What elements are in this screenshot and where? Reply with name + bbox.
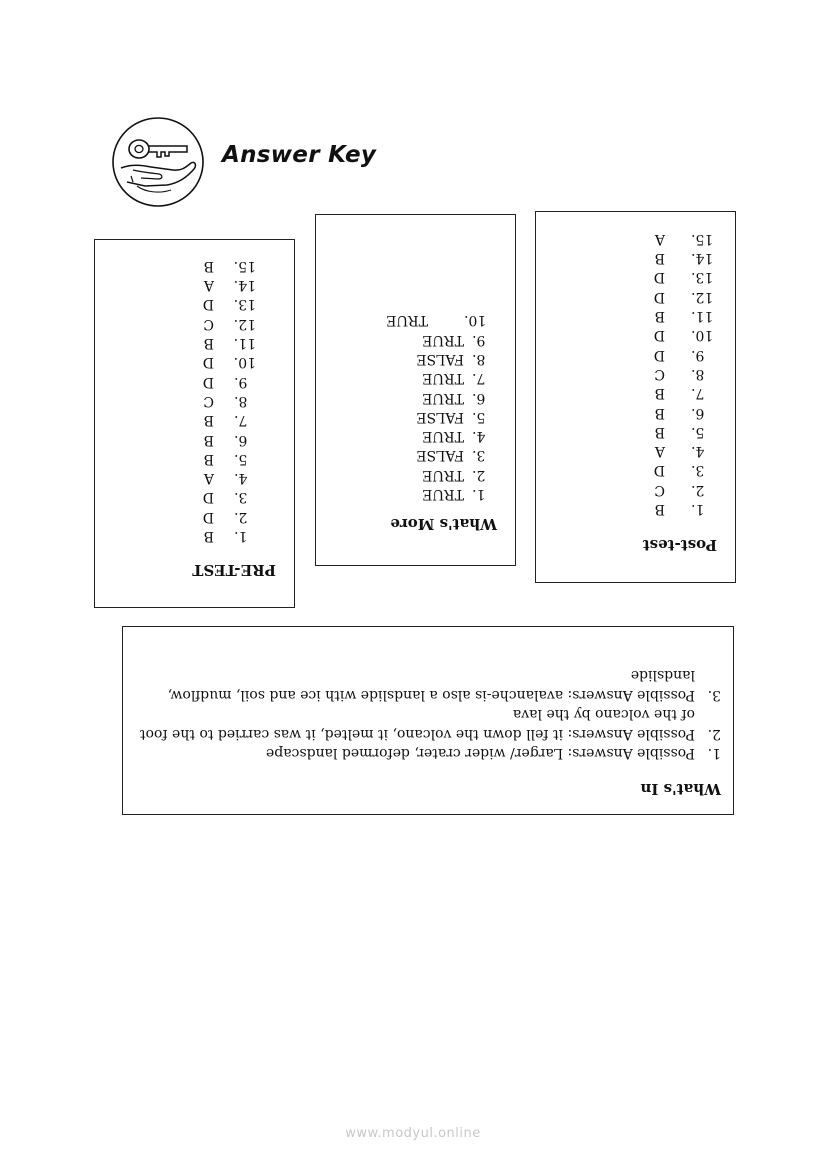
item-number: 2.	[472, 466, 486, 483]
answer-item	[203, 410, 256, 429]
item-number: 3.	[234, 489, 248, 506]
answer-item	[203, 468, 256, 487]
item-answer: D	[653, 269, 665, 286]
item-answer: TRUE	[422, 389, 464, 406]
item-number: 2.	[234, 508, 248, 525]
item-number: 9.	[234, 373, 248, 390]
item-number: 2.	[691, 481, 705, 498]
item-number: 12.	[233, 315, 256, 332]
item-number: 1.	[707, 745, 721, 761]
item-answer: A	[203, 470, 214, 487]
answer-item	[386, 445, 492, 464]
answer-item	[654, 364, 717, 383]
answer-item	[386, 426, 492, 445]
page-title: Answer Key	[222, 142, 377, 168]
item-answer: TRUE	[422, 466, 464, 483]
item-answer: TRUE	[422, 486, 464, 502]
answer-item	[203, 333, 256, 352]
answer-item	[654, 286, 717, 305]
posttest-list	[654, 229, 717, 518]
item-number: 9.	[691, 346, 705, 363]
item-answer: Possible Answers: it fell down the volcano, it melted, it was carried to the foot of the volcano by the lava	[139, 706, 695, 742]
item-number: 3.	[707, 686, 721, 703]
whats-in-list	[131, 665, 721, 762]
item-number: 14.	[233, 277, 256, 294]
item-answer: C	[203, 392, 214, 409]
item-number: 8.	[234, 392, 248, 409]
item-number: 6.	[472, 389, 486, 406]
item-answer: D	[653, 346, 665, 363]
answer-item	[386, 349, 492, 368]
item-answer: FALSE	[416, 350, 464, 367]
item-number: 10.	[233, 354, 256, 371]
item-answer: D	[202, 373, 214, 390]
item-answer: B	[203, 528, 214, 544]
answer-item	[654, 479, 717, 498]
item-number: 13.	[691, 269, 714, 286]
item-number: 7.	[234, 412, 248, 429]
item-number: 13.	[233, 296, 256, 313]
item-number: 1.	[472, 486, 486, 502]
answer-item	[131, 743, 721, 762]
item-answer: FALSE	[416, 408, 464, 425]
answer-item	[654, 229, 717, 248]
item-answer: Possible Answers: avalanche-is also a landslide with ice and soil, mudflow, landslide	[167, 667, 695, 703]
item-answer: B	[654, 501, 665, 517]
answer-item	[203, 391, 256, 410]
item-answer: A	[654, 230, 665, 247]
item-number: 7.	[472, 370, 486, 387]
watermark: www.modyul.online	[345, 1126, 481, 1141]
pretest-title: PRE-TEST	[192, 561, 276, 579]
answer-item	[203, 371, 256, 390]
answer-item	[386, 407, 492, 426]
answer-item	[654, 325, 717, 344]
answer-item	[654, 460, 717, 479]
whats-more-title: What's More	[390, 515, 497, 533]
answer-item	[386, 329, 492, 348]
item-number: 1.	[234, 528, 248, 544]
item-number: 5.	[472, 408, 486, 425]
answer-item	[654, 499, 717, 518]
item-answer: A	[203, 277, 214, 294]
item-number: 15.	[233, 257, 256, 274]
answer-item	[203, 294, 256, 313]
item-answer: B	[203, 335, 214, 352]
item-answer: TRUE	[422, 331, 464, 348]
item-number: 9.	[472, 331, 486, 348]
item-number: 6.	[691, 404, 705, 421]
item-answer: D	[202, 296, 214, 313]
item-number: 12.	[691, 288, 714, 305]
item-number: 2.	[707, 725, 721, 742]
whats-more-list	[386, 310, 492, 503]
item-number: 10.	[691, 327, 714, 344]
item-answer: B	[203, 412, 214, 429]
item-answer: TRUE	[386, 312, 428, 329]
answer-item	[131, 704, 721, 743]
answer-item	[654, 441, 717, 460]
whats-in-title: What's In	[640, 780, 721, 798]
item-answer: D	[653, 288, 665, 305]
item-answer: D	[653, 462, 665, 479]
item-answer: B	[203, 450, 214, 467]
answer-item	[131, 665, 721, 704]
item-number: 8.	[691, 365, 705, 382]
item-number: 5.	[691, 423, 705, 440]
pretest-list	[203, 256, 256, 545]
item-number: 4.	[691, 443, 705, 460]
answer-item	[654, 306, 717, 325]
item-number: 1.	[691, 501, 705, 517]
answer-item	[203, 506, 256, 525]
item-answer: B	[203, 431, 214, 448]
item-number: 11.	[691, 308, 714, 325]
item-answer: C	[654, 481, 665, 498]
item-answer: D	[202, 489, 214, 506]
answer-item	[203, 449, 256, 468]
answer-item	[203, 352, 256, 371]
item-answer: Possible Answers: Larger/ wider crater, deformed landscape	[265, 745, 695, 761]
item-answer: TRUE	[422, 370, 464, 387]
item-number: 8.	[472, 350, 486, 367]
item-answer: D	[202, 508, 214, 525]
item-answer: TRUE	[422, 428, 464, 445]
answer-item	[654, 383, 717, 402]
answer-item	[203, 275, 256, 294]
answer-item	[654, 344, 717, 363]
answer-item	[386, 484, 492, 503]
item-number: 11.	[233, 335, 256, 352]
item-answer: B	[654, 423, 665, 440]
item-number: 6.	[234, 431, 248, 448]
item-answer: D	[202, 354, 214, 371]
item-number: 7.	[691, 385, 705, 402]
item-answer: A	[654, 443, 665, 460]
item-answer: B	[203, 257, 214, 274]
item-answer: C	[654, 365, 665, 382]
answer-item	[654, 422, 717, 441]
item-answer: B	[654, 385, 665, 402]
item-answer: FALSE	[416, 447, 464, 464]
item-number: 14.	[691, 250, 714, 267]
answer-item	[386, 464, 492, 483]
item-number: 10.	[464, 312, 487, 329]
item-number: 4.	[234, 470, 248, 487]
answer-item	[203, 313, 256, 332]
item-number: 4.	[472, 428, 486, 445]
item-number: 5.	[234, 450, 248, 467]
item-number: 3.	[691, 462, 705, 479]
whats-in-box	[122, 626, 734, 815]
answer-item	[203, 487, 256, 506]
answer-item	[203, 526, 256, 545]
answer-item	[203, 429, 256, 448]
posttest-title: Post-test	[642, 536, 717, 554]
answer-item	[654, 248, 717, 267]
item-answer: B	[654, 250, 665, 267]
item-answer: B	[654, 404, 665, 421]
answer-item	[386, 387, 492, 406]
key-in-hand-icon	[111, 116, 205, 208]
item-answer: B	[654, 308, 665, 325]
item-number: 3.	[472, 447, 486, 464]
answer-item	[386, 368, 492, 387]
answer-item	[654, 402, 717, 421]
item-answer: C	[203, 315, 214, 332]
posttest-box	[535, 211, 736, 583]
pretest-box	[94, 239, 295, 608]
item-number: 15.	[691, 230, 714, 247]
answer-item	[386, 310, 492, 329]
answer-item	[203, 256, 256, 275]
whats-more-box	[315, 214, 516, 566]
answer-item	[654, 267, 717, 286]
item-answer: D	[653, 327, 665, 344]
